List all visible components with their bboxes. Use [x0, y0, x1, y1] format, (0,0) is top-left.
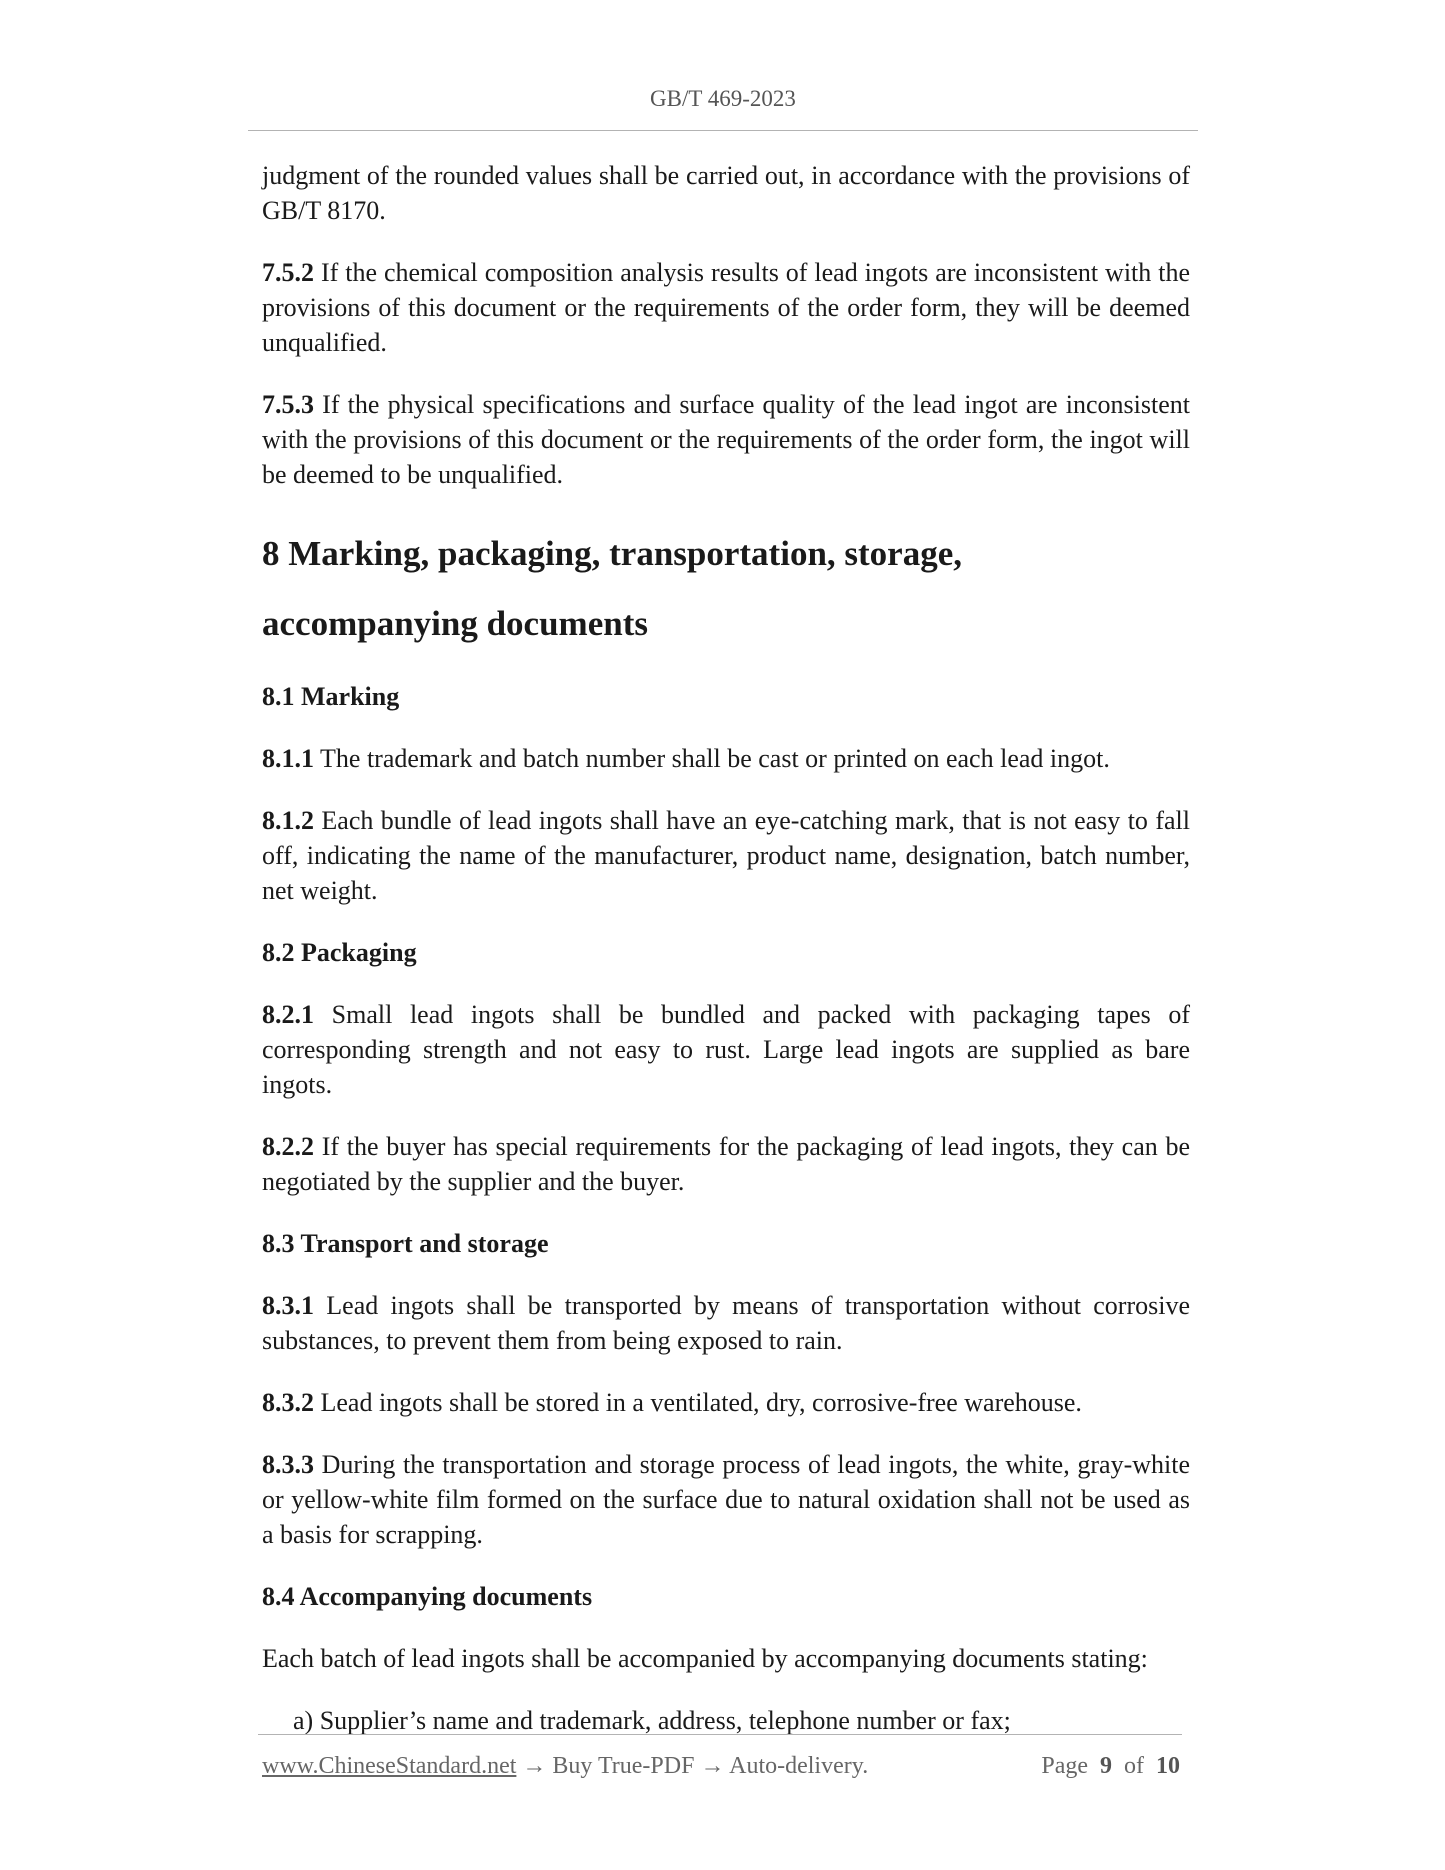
clause-number: 8.3.1 [262, 1291, 314, 1320]
clause-text: Lead ingots shall be transported by means of transportation without corrosive substances, to prevent them from being exposed to rain. [262, 1291, 1190, 1355]
clause-text: If the buyer has special requirements for the packaging of lead ingots, they can be negotiated by the supplier and the buyer. [262, 1132, 1190, 1196]
clause-number: 8.2.2 [262, 1132, 314, 1161]
subsection-8-2-heading: 8.2 Packaging [262, 938, 417, 967]
clause-text: Lead ingots shall be stored in a ventilated, dry, corrosive-free warehouse. [314, 1388, 1082, 1417]
website-link[interactable]: www.ChineseStandard.net [262, 1753, 517, 1779]
header-divider [248, 130, 1198, 131]
clause-text: If the chemical composition analysis results of lead ingots are inconsistent with the provisions of this document or the requirements of the order form, they will be deemed unqualified. [262, 258, 1190, 357]
clause-text: Small lead ingots shall be bundled and packed with packaging tapes of corresponding strength and not easy to rust. Large lead ingots are supplied as bare ingots. [262, 1000, 1190, 1099]
clause-7-5-3 [262, 387, 1190, 492]
total-pages-number: 10 [1156, 1753, 1180, 1779]
running-header: GB/T 469-2023 [650, 86, 796, 111]
clause-8-1-2 [262, 803, 1190, 908]
clause-7-5-2 [262, 255, 1190, 360]
section-heading-line-1: 8 Marking, packaging, transportation, storage, [262, 534, 962, 573]
footer-divider [258, 1734, 1182, 1735]
current-page-number: 9 [1100, 1753, 1112, 1779]
subsection-8-4-heading: 8.4 Accompanying documents [262, 1582, 593, 1611]
clause-8-3-3 [262, 1447, 1190, 1552]
paragraph-continuation: judgment of the rounded values shall be carried out, in accordance with the provisions of GB/T 8170. [262, 161, 1190, 225]
footer-promo-text: → Buy True-PDF → Auto-delivery. [516, 1753, 869, 1779]
page-label: Page [1041, 1753, 1088, 1779]
clause-number: 7.5.3 [262, 390, 314, 419]
page-indicator [1041, 1753, 1180, 1780]
clause-8-3-1 [262, 1288, 1190, 1358]
clause-8-3-2 [262, 1385, 1190, 1420]
clause-text: During the transportation and storage process of lead ingots, the white, gray-white or yellow-white film formed on the surface due to natural oxidation shall not be used as a basis for scrapping. [262, 1450, 1190, 1549]
paragraph-8-4-intro: Each batch of lead ingots shall be accompanied by accompanying documents stating: [262, 1644, 1148, 1673]
clause-8-1-1 [262, 741, 1190, 776]
subsection-8-1-heading: 8.1 Marking [262, 682, 400, 711]
of-label: of [1124, 1753, 1144, 1779]
section-heading-line-2: accompanying documents [262, 604, 648, 643]
clause-text: The trademark and batch number shall be cast or printed on each lead ingot. [314, 744, 1110, 773]
section-8-heading [262, 519, 1190, 659]
subsection-8-3-heading: 8.3 Transport and storage [262, 1229, 549, 1258]
clause-text: Each bundle of lead ingots shall have an eye-catching mark, that is not easy to fall off, indicating the name of the manufacturer, product name, designation, batch number, net weight. [262, 806, 1190, 905]
clause-text: If the physical specifications and surface quality of the lead ingot are inconsistent with the provisions of this document or the requirements of the order form, the ingot will be deemed to be unqualified. [262, 390, 1190, 489]
clause-number: 8.1.2 [262, 806, 314, 835]
clause-number: 8.2.1 [262, 1000, 314, 1029]
clause-number: 7.5.2 [262, 258, 314, 287]
clause-number: 8.3.2 [262, 1388, 314, 1417]
clause-8-2-2 [262, 1129, 1190, 1199]
clause-number: 8.3.3 [262, 1450, 314, 1479]
footer-promo [262, 1753, 868, 1780]
clause-8-2-1 [262, 997, 1190, 1102]
list-item-a: a) Supplier’s name and trademark, address, telephone number or fax; [293, 1706, 1011, 1735]
clause-number: 8.1.1 [262, 744, 314, 773]
page-body [262, 158, 1190, 1765]
